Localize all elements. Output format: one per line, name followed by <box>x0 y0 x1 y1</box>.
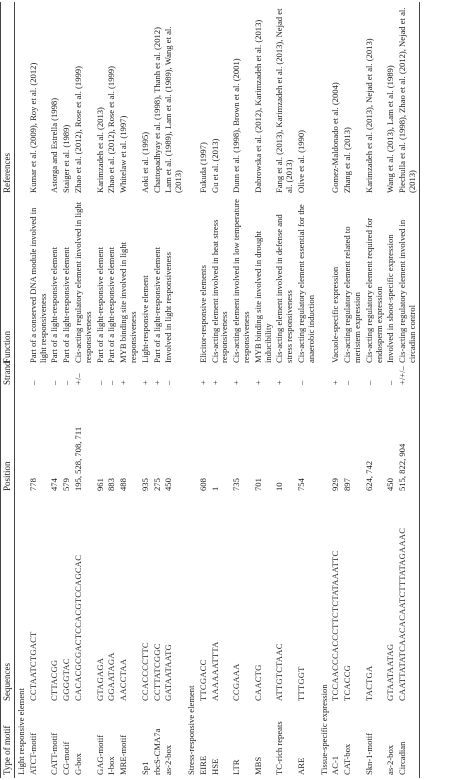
table-row <box>118 2 140 778</box>
table-row <box>106 2 118 778</box>
motif-cell: TC-rich repeats <box>274 721 285 775</box>
position-cell: 754 <box>295 478 306 491</box>
motif-cell: Sp1 <box>139 761 150 775</box>
strand-cell: + <box>231 380 242 385</box>
position-cell: 474 <box>49 478 60 491</box>
table-row <box>342 2 364 778</box>
motif-cell: G-box <box>72 753 83 775</box>
position-cell: 450 <box>385 478 396 491</box>
strand-cell: – <box>385 380 396 385</box>
sequence-cell: CCTAATCTGACT <box>27 631 38 701</box>
strand-cell: + <box>118 380 129 385</box>
function-cell: Vacuole-specific expression <box>330 266 341 363</box>
reference-cell[interactable]: Wang et al. (2013), Lam et al. (1989) <box>385 65 396 193</box>
function-cell: Light-responsive element <box>139 275 150 363</box>
table-row <box>152 2 164 778</box>
motif-cell: I-box <box>106 756 117 775</box>
section-title: Tissue-specific expression <box>318 684 329 775</box>
function-cell: MYB binding site involved in drought inducibility <box>252 230 273 363</box>
header-strand: Strand <box>1 366 15 388</box>
sequence-cell: CAATTATATCAACACAATCTTTATAGAAAC <box>397 494 419 704</box>
section-row <box>185 2 198 778</box>
section-row <box>318 2 331 778</box>
sequence-cell: AACCTAA <box>118 658 129 701</box>
sequence-cell: GTAATAATAG <box>385 643 396 701</box>
motif-table <box>0 2 420 778</box>
motif-cell: MRE-motif <box>118 734 129 775</box>
motif-cell: as-2-box <box>163 744 174 775</box>
sequence-cell: CACACGCGACTCCACGTCCAGCAC <box>72 554 83 701</box>
sequence-cell: CCACCCCTTC <box>139 642 150 701</box>
function-cell: Cis-acting regulatory element related to meristem expression <box>342 226 362 363</box>
function-cell: Part of a conserved DNA module involved in light responsiveness <box>27 207 48 363</box>
table-row <box>61 2 73 778</box>
reference-cell[interactable]: Gu et al. (2013) <box>209 138 220 193</box>
motif-cell: EIRE <box>197 755 208 775</box>
position-cell: 778 <box>27 478 38 491</box>
reference-cell[interactable]: Piechulla et al. (1998), Zhao et al. (2012), Nejad et al. (2013) <box>397 2 419 196</box>
strand-cell: + <box>139 380 150 385</box>
table-row <box>385 2 397 778</box>
reference-cell[interactable]: Karimzadeh et al. (2013), Nejad et al. (2013) <box>363 38 374 193</box>
strand-cell: +/– <box>72 373 83 385</box>
header-type-of-motif: Type of motif <box>1 704 15 778</box>
motif-cell: AC-1 <box>330 755 341 775</box>
table-row <box>140 2 152 778</box>
reference-cell[interactable]: Lam et al. (1989), Lam et al. (1989), Wang et al. (2013) <box>163 26 184 193</box>
function-cell: Cis-acting element involved in low temperature responsiveness <box>231 199 251 363</box>
function-cell: Cis-acting element involved in heat stress responsiveness <box>209 219 230 363</box>
sequence-cell: GATAATAATG <box>163 644 174 701</box>
section-row <box>15 2 28 778</box>
position-cell: 735 <box>231 478 242 491</box>
table-row <box>397 2 419 778</box>
reference-cell[interactable]: Fukuda (1997) <box>197 142 208 193</box>
table-row <box>231 2 253 778</box>
strand-cell: – <box>49 380 60 385</box>
table-row <box>198 2 210 778</box>
reference-cell[interactable]: Astorga and Estrella (1998) <box>49 97 60 193</box>
table-header-row <box>1 2 15 778</box>
table-row <box>95 2 107 778</box>
strand-cell: – <box>295 380 306 385</box>
header-references: References <box>1 2 15 196</box>
reference-cell[interactable]: Dunn et al. (1998), Brown et al. (2001) <box>231 58 242 193</box>
sequence-cell: TTTGGT <box>295 666 306 701</box>
position-cell: 961 <box>94 478 105 491</box>
function-cell: Involved in shoot-specific expression <box>385 234 396 363</box>
table-body <box>15 2 420 778</box>
strand-cell: + <box>330 380 341 385</box>
strand-cell: + <box>274 380 285 385</box>
motif-cell: GAG-motif <box>94 734 105 775</box>
motif-cell: HSE <box>209 758 220 775</box>
table-row <box>296 2 318 778</box>
function-cell: Cis-acting regulatory element essential for the anaerobic induction <box>295 204 316 363</box>
header-position: Position <box>1 388 15 494</box>
function-cell: Cis-acting regulatory element involved in light responsiveness <box>72 201 93 363</box>
reference-cell[interactable]: Staiger et al. (1989) <box>61 124 72 193</box>
strand-cell: – <box>342 380 353 385</box>
position-cell: 579 <box>61 478 72 491</box>
position-cell: 10 <box>274 482 285 491</box>
sequence-cell: GGGGTAC <box>61 658 72 701</box>
function-cell: Part of a light-responsive element <box>61 247 72 363</box>
sequence-cell: TCACCG <box>342 664 353 701</box>
reference-cell[interactable]: Zhang et al. (2013) <box>342 127 353 193</box>
motif-cell: CG-motif <box>61 741 72 775</box>
table-row <box>253 2 275 778</box>
motif-cell: as-2-box <box>385 744 396 775</box>
position-cell: 275 <box>151 478 162 491</box>
sequence-cell: TACTGA <box>363 665 374 701</box>
reference-cell[interactable]: Aoki et al. (1995) <box>139 131 150 193</box>
motif-cell: CAT-box <box>342 743 353 775</box>
section-title: Light responsive element <box>16 688 26 775</box>
sequence-cell: TTCGACC <box>197 659 208 701</box>
strand-cell: – <box>94 380 105 385</box>
reference-cell[interactable]: Gomez-Maldonado et al. (2004) <box>330 82 341 193</box>
sequence-cell: GGAATAGA <box>106 652 117 701</box>
strand-cell: + <box>209 380 220 385</box>
motif-cell: MBS <box>252 756 263 775</box>
strand-cell: – <box>106 380 117 385</box>
reference-cell[interactable]: Dabrowska et al. (2012), Karimzadeh et al. (2013) <box>252 19 263 193</box>
sequence-cell: TCCAACCCACCCTTCTCTATAAATTC <box>330 550 341 701</box>
function-cell: Part of a light-responsive element <box>151 247 162 363</box>
position-cell: 488 <box>118 478 129 491</box>
table-row <box>49 2 61 778</box>
position-cell: 897 <box>342 478 353 491</box>
position-cell: 883 <box>106 478 117 491</box>
position-cell: 450 <box>163 478 174 491</box>
table-row <box>364 2 386 778</box>
header-function: Function <box>1 196 15 366</box>
motif-cell: rbcS-CMA7a <box>151 728 162 775</box>
strand-cell: – <box>363 380 374 385</box>
table-row <box>274 2 296 778</box>
position-cell: 515, 822, 904 <box>397 388 419 494</box>
position-cell: 701 <box>252 478 263 491</box>
section-title: Stress-responsive element <box>185 685 196 775</box>
strand-cell: + <box>197 380 208 385</box>
function-cell: Cis-acting regulatory element involved in circadian control <box>397 196 419 366</box>
position-cell: 195, 528, 708, 711 <box>72 426 83 491</box>
table-row <box>210 2 232 778</box>
reference-cell[interactable]: Fang et al. (2013), Karimzadeh et al. (2013), Nejad et al. (2013) <box>274 8 295 193</box>
sequence-cell: GTAGAGA <box>94 657 105 701</box>
sequence-cell: ATTGTCTAAC <box>274 643 285 701</box>
function-cell: Part of a light-responsive element <box>94 247 105 363</box>
function-cell: Involved in light responsiveness <box>163 252 174 363</box>
reference-cell[interactable]: Chattopadhyay et al. (1998), Thanh et al. (2012) <box>151 27 162 193</box>
table-row <box>330 2 342 778</box>
table-row <box>73 2 95 778</box>
position-cell: 624, 742 <box>363 460 374 491</box>
function-cell: Cis-acting regulatory element required for endosperm expression <box>363 217 384 363</box>
position-cell: 1 <box>209 486 220 491</box>
motif-cell: LTR <box>231 759 242 775</box>
motif-cell: ARE <box>295 757 306 775</box>
strand-cell: – <box>27 380 38 385</box>
strand-cell: + <box>252 380 263 385</box>
position-cell: 935 <box>139 478 150 491</box>
reference-cell[interactable]: Karimzadeh et al. (2013) <box>94 107 105 193</box>
strand-cell: + <box>151 380 162 385</box>
strand-cell: +/+/– <box>397 366 419 388</box>
sequence-cell: CCGAAA <box>231 663 242 701</box>
function-cell: MYB binding site involved in light responsiveness <box>118 241 138 363</box>
table-row <box>163 2 185 778</box>
function-cell: Part of a light-responsive element <box>106 247 117 363</box>
strand-cell: – <box>163 380 174 385</box>
sequence-cell: CTTACGG <box>49 659 60 701</box>
motif-cell: CATT-motif <box>49 732 60 775</box>
strand-cell: – <box>61 380 72 385</box>
motif-cell: Skn-1-motif <box>363 732 374 775</box>
function-cell: Cis-acting element involved in defense and stress responsiveness <box>274 214 295 363</box>
sequence-cell: AAAAAATTTA <box>209 641 220 701</box>
reference-cell[interactable]: Zhao et al. (2012), Rose et al. (1999) <box>72 66 83 193</box>
reference-cell[interactable]: Zhao et al. (2012), Rose et al. (1999) <box>106 66 117 193</box>
reference-cell[interactable]: Kumar et al. (2009), Roy et al. (2012) <box>27 62 38 193</box>
function-cell: Elicitor-responsive elements <box>197 265 208 363</box>
reference-cell[interactable]: Whitelaw et al. (1997) <box>118 115 129 193</box>
function-cell: Part of a light-responsive element <box>49 247 60 363</box>
motif-cell: ATCT-motif <box>27 732 38 775</box>
header-sequences: Sequences <box>1 494 15 704</box>
table-row <box>28 2 50 778</box>
position-cell: 608 <box>197 478 208 491</box>
sequence-cell: CCTTATCGGC <box>151 643 162 701</box>
position-cell: 929 <box>330 478 341 491</box>
motif-cell: Circadian <box>397 704 419 778</box>
reference-cell[interactable]: Olive et al. (1990) <box>295 129 306 193</box>
sequence-cell: CAACTG <box>252 664 263 701</box>
